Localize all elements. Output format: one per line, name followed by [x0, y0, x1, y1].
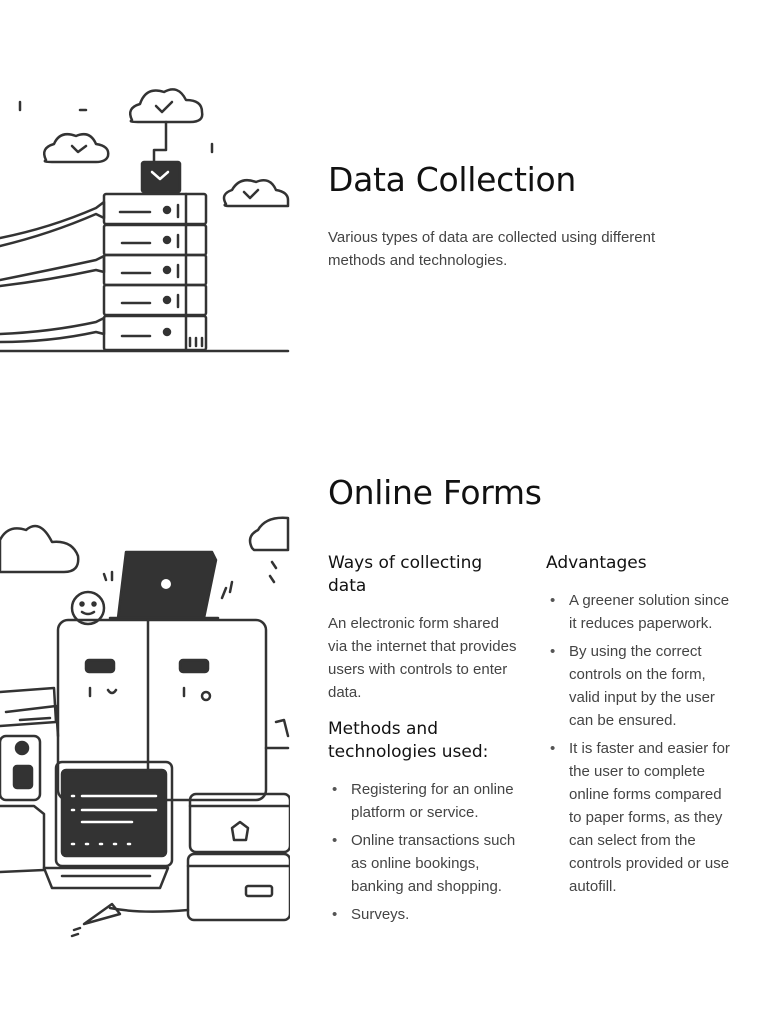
- cloud-icon: [0, 526, 78, 572]
- ways-text: An electronic form shared via the internet that provides users with controls to enter data.: [328, 615, 517, 701]
- section-title-online-forms: Online Forms: [328, 473, 542, 512]
- lockbox-icon: [190, 794, 290, 852]
- ways-heading: Ways of collecting data: [328, 553, 483, 596]
- section-title-data-collection: Data Collection: [328, 160, 577, 199]
- cloud-check-icon: [44, 134, 108, 162]
- methods-heading: Methods and technologies used:: [328, 719, 489, 762]
- advantages-list: [546, 589, 736, 898]
- storage-box-icon: [188, 854, 290, 920]
- stack-of-papers-icon: [0, 688, 58, 736]
- list-item: • By using the correct controls on the form, valid input by the user can be ensured.: [546, 640, 736, 732]
- server-rack-illustration: [0, 80, 290, 355]
- cloud-check-icon: [224, 180, 288, 206]
- list-item: • It is faster and easier for the user to complete online forms compared to paper forms, as they can select from the controls provided or use autofill.: [546, 737, 736, 898]
- folder-icon: [0, 806, 44, 872]
- list-item: • A greener solution since it reduces paperwork.: [546, 589, 736, 635]
- advantages-heading: Advantages: [546, 553, 647, 573]
- list-item: • Online transactions such as online bookings, banking and shopping.: [328, 829, 518, 898]
- laptop-screen-icon: [44, 762, 172, 888]
- cloud-check-icon: [130, 89, 202, 122]
- server-stack-icon: [104, 194, 206, 350]
- data-collection-intro: Various types of data are collected using different methods and technologies.: [328, 229, 656, 269]
- printer-icon: [0, 736, 40, 800]
- cable-plug-icon: [72, 904, 188, 936]
- advantages-column: [546, 552, 736, 903]
- ways-and-methods-column: [328, 552, 518, 931]
- cabinets-laptops-illustration: [0, 510, 290, 940]
- laptop-icon: [110, 552, 218, 618]
- list-item: • Surveys.: [328, 903, 518, 926]
- cloud-icon: [250, 518, 288, 550]
- reaching-arm-icon: [0, 202, 104, 342]
- list-item: • Registering for an online platform or service.: [328, 778, 518, 824]
- router-box-icon: [142, 162, 180, 192]
- methods-list: [328, 778, 518, 926]
